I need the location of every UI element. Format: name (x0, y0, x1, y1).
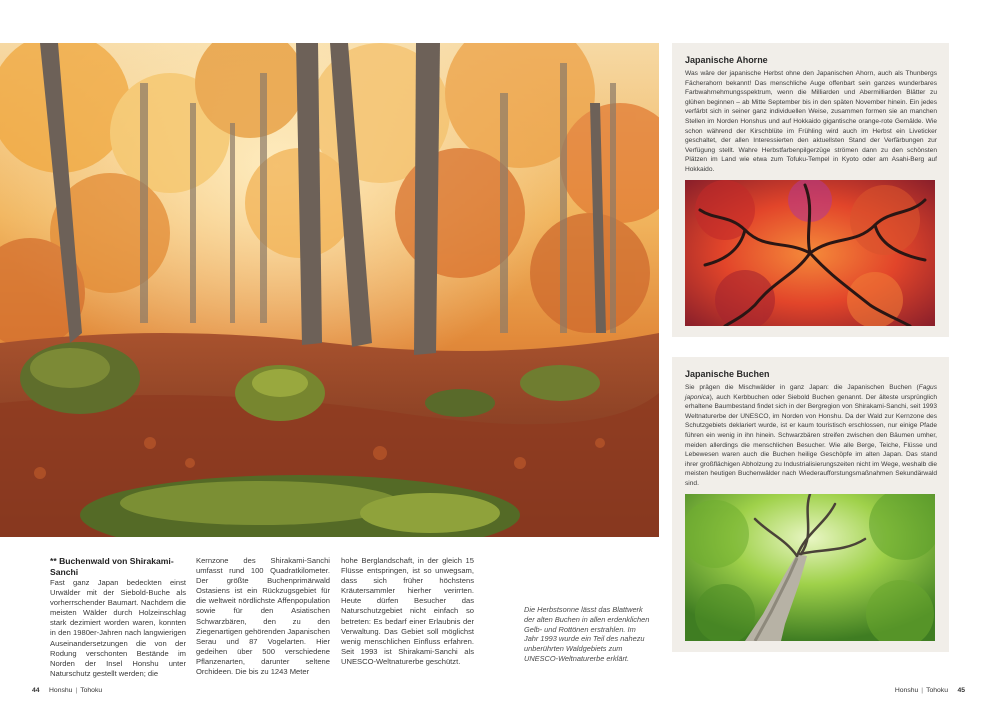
section-separator-left: | (75, 687, 78, 694)
folio-left (32, 687, 102, 694)
section-separator-right: | (921, 687, 924, 694)
section-name-left-a: Honshu (49, 687, 73, 694)
section-heading: ** Buchenwald von Shirakami-Sanchi (50, 556, 174, 577)
forest-photo (0, 43, 659, 537)
box-text-buchen (685, 383, 937, 489)
box-title-ahorne: Japanische Ahorne (685, 55, 768, 65)
text-column-1 (50, 556, 186, 679)
box-text-buchen-part1: Sie prägen die Mischwälder in ganz Japan: die Japanischen Buchen ( (685, 384, 919, 391)
section-name-right-a: Honshu (894, 687, 919, 694)
page-number-left: 44 (32, 687, 40, 694)
text-column-2: Kernzone des Shirakami-Sanchi umfasst rund 100 Quadratkilometer. Der größte Buchenprimärwald Ostasiens ist ein Rückzugsgebiet für die weltweit nördlichste Affenpopulation sowie für den Asiatischen Schwarzbären, den zu den Ziegenartigen gehörenden Japanischen Serau und 87 Vogelarten. Hier gedeihen über 500 verschiedene Pflanzenarten, darunter seltene Orchideen. Die bis zu 1243 Meter (196, 556, 330, 677)
section-name-right-b: Tohoku (926, 687, 948, 694)
box-text-buchen-part2: ), auch Kerbbuchen oder Siebold Buchen genannt. Der älteste ursprünglich erhaltene Baumbestand findet sich in der Bergregion von Shirakami-Sanchi, seit 1993 Weltnaturerbe der UNESCO, im Norden von Honshu. Da der Wald zur Kernzone des Schutzgebiets deklariert wurde, ist er kaum touristisch erschlossen, nur einige Pfade führen ein wenig in ihn hinein. Schwarzbären streifen zwischen den Bäumen umher, meiden allerdings die menschlichen Besucher. Wie alle Berge, Teiche, Flüsse und Lebewesen waren auch die Buchen heilige Geschöpfe im alten Japan. Das stand ihrer großflächigen Abholzung zu Industrialisierungszeiten nicht im Wege, weshalb die meisten heutigen Buchenwälder nach Wiederaufforstungsmaßnahmen Sekundärwald sind. (685, 393, 937, 487)
maple-photo (685, 180, 935, 326)
page-number-right: 45 (957, 687, 965, 694)
photo-caption: Die Herbstsonne lässt das Blattwerk der alten Buchen in allen erdenklichen Gelb- und Rottönen erstrahlen. Im Jahr 1993 wurde ein Teil des nahezu unberührten Waldgebiets zum UNESCO-Weltnaturerbe erklärt. (524, 605, 650, 663)
box-text-ahorne: Was wäre der japanische Herbst ohne den Japanischen Ahorn, auch als Thunbergs Fächerahorn bekannt! Das menschliche Auge offenbart sein ganzes wunderbares Farbwahrnehmungsspektrum, wenn die Milliarden und Abermilliarden Blätter zu glühen beginnen – ab Mitte September bis in den späten November hinein. Ein jedes verfärbt sich in seiner ganz individuellen Weise, zusammen formen sie an manchen Stellen im Norden Honshus und auf Hokkaido gigantische orange-rote Gemälde. Wie schon während der Kirschblüte im Frühling wird auch im Herbst ein Liveticker geschaltet, der allen Interessierten den aktuellsten Stand der Verfärbungen zur Verfügung stellt. Wahre Herbstfarbenpilgerzüge strömen dann zu den schönsten Plätzen im Land wie etwa zum Tofuku-Tempel in Kyoto oder am Asahi-Berg auf Hokkaido. (685, 70, 937, 173)
sidebar-box-buchen (672, 357, 949, 652)
beech-photo (685, 494, 935, 641)
sidebar-box-ahorne (672, 43, 949, 337)
folio-right (895, 687, 965, 694)
section-name-left-b: Tohoku (80, 687, 103, 694)
box-title-buchen: Japanische Buchen (685, 369, 770, 379)
latin-name: Fagus japonica (685, 384, 937, 401)
text-column-3: hohe Berglandschaft, in der gleich 15 Flüsse entspringen, ist so unwegsam, dass sich früher höchstens Kräutersammler hierher verirrten. Heute dürfen Besucher das Naturschutzgebiet nicht einfach so betreten: Es bedarf einer Erlaubnis der Verwaltung. Das Gebiet soll möglichst wenig menschlichen Einfluss erfahren. Seit 1993 ist Shirakami-Sanchi als UNESCO-Weltnaturerbe geschützt. (341, 556, 474, 666)
text-column-1-body: Fast ganz Japan bedeckten einst Urwälder mit der Siebold-Buche als vorherrschender Baumart. Nachdem die meisten Wälder durch Holzeinschlag stark dezimiert worden waren, konnten in den 1980er-Jahren nach langwierigen Auseinandersetzungen die von der Rodung verschonten Bestände im Norden der Insel Honshu unter Naturschutz gestellt werden; die (50, 578, 186, 678)
